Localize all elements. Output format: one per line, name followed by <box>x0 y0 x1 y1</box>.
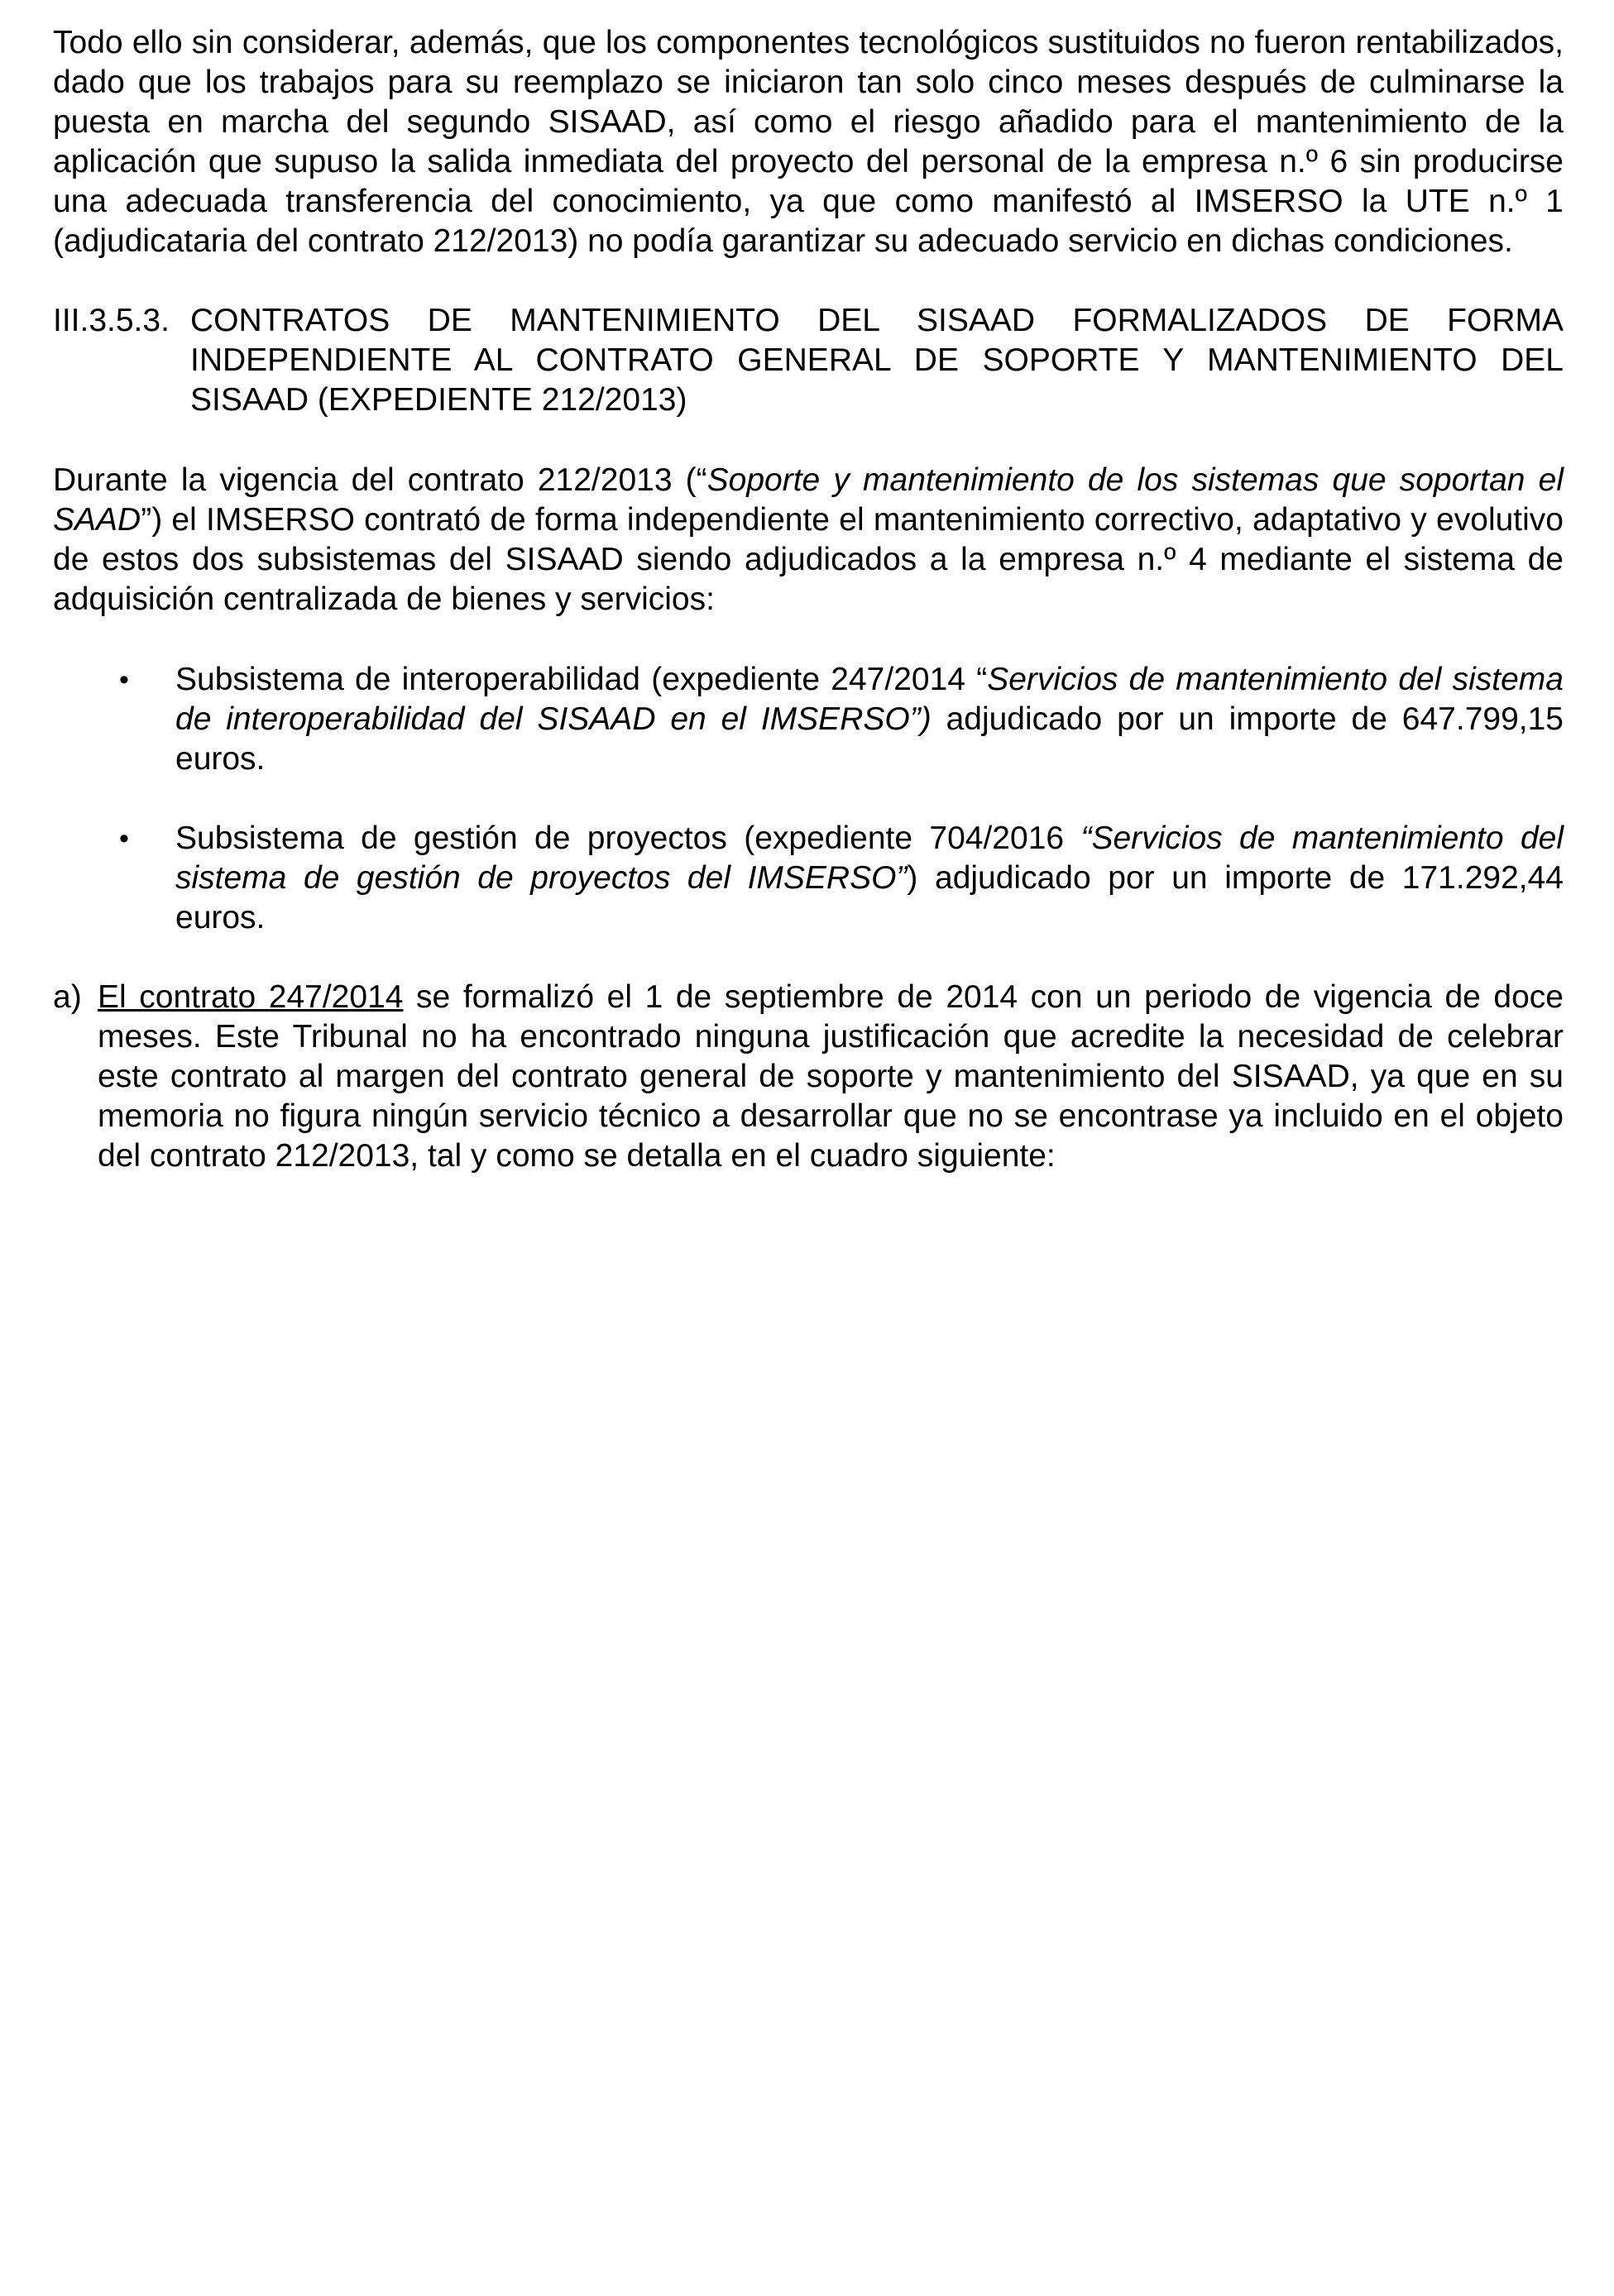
paragraph-vigencia-italic: Soporte y mantenimiento de los sistemas que soportan el SAAD <box>53 462 1564 538</box>
paragraph-vigencia <box>53 461 1564 619</box>
bullet-icon: • <box>119 823 129 854</box>
underlined-contract-ref: El contrato 247/2014 <box>98 979 404 1015</box>
paragraph-intro: Todo ello sin considerar, además, que los componentes tecnológicos sustituidos no fueron rentabilizados, dado que los trabajos para su reemplazo se iniciaron tan solo cinco meses después de culminarse la puesta en marcha del segundo SISAAD, así como el riesgo añadido para el mantenimiento de la aplicación que supuso la salida inmediata del proyecto del personal de la empresa n.º 6 sin producirse una adecuada transferencia del conocimiento, ya que como manifestó al IMSERSO la UTE n.º 1 (adjudicataria del contrato 212/2013) no podía garantizar su adecuado servicio en dichas condiciones. <box>53 25 1564 259</box>
list-item-tail: ) adjudicado por un importe de 171.292,44 euros. <box>175 860 1564 935</box>
lettered-item-label: a) <box>53 979 82 1015</box>
section-number: III.3.5.3. <box>53 303 170 338</box>
lettered-item-a <box>53 978 1564 1176</box>
list-item-lead: Subsistema de gestión de proyectos (expediente 704/2016 <box>175 820 1081 856</box>
lettered-item-body: se formalizó el 1 de septiembre de 2014 con un periodo de vigencia de doce meses. Este Tribunal no ha encontrado ninguna justificación que acredite la necesidad de celebrar este contrato al margen del contrato general de soporte y mantenimiento del SISAAD, ya que en su memoria no figura ningún servicio técnico a desarrollar que no se encontrase ya incluido en el objeto del contrato 212/2013, tal y como se detalla en el cuadro siguiente: <box>98 979 1564 1174</box>
bullet-icon: • <box>119 664 129 696</box>
list-item <box>53 660 1564 779</box>
document-page <box>53 23 1564 1176</box>
list-item-tail: adjudicado por un importe de 647.799,15 euros. <box>175 701 1564 777</box>
list-item-text <box>175 819 1564 938</box>
list-item <box>53 819 1564 938</box>
section-title: CONTRATOS DE MANTENIMIENTO DEL SISAAD FORMALIZADOS DE FORMA INDEPENDIENTE AL CONTRATO GENERAL DE SOPORTE Y MANTENIMIENTO DEL SISAAD (EXPEDIENTE 212/2013) <box>190 303 1564 418</box>
list-item-text <box>175 660 1564 779</box>
list-item-lead: Subsistema de interoperabilidad (expediente 247/2014 “ <box>175 662 988 697</box>
list-item-italic: Servicios de mantenimiento del sistema de interoperabilidad del SISAAD en el IMSERSO”) <box>175 662 1564 737</box>
lettered-item-text <box>98 978 1564 1176</box>
bullet-list <box>53 660 1564 938</box>
list-item-italic: “Servicios de mantenimiento del sistema de gestión de proyectos del IMSERSO” <box>175 820 1564 896</box>
section-heading <box>53 301 1564 420</box>
paragraph-vigencia-tail: ”) el IMSERSO contrató de forma independiente el mantenimiento correctivo, adaptativo y evolutivo de estos dos subsistemas del SISAAD siendo adjudicados a la empresa n.º 4 mediante el sistema de adquisición centralizada de bienes y servicios: <box>53 502 1564 617</box>
paragraph-vigencia-lead: Durante la vigencia del contrato 212/2013 (“ <box>53 462 707 498</box>
